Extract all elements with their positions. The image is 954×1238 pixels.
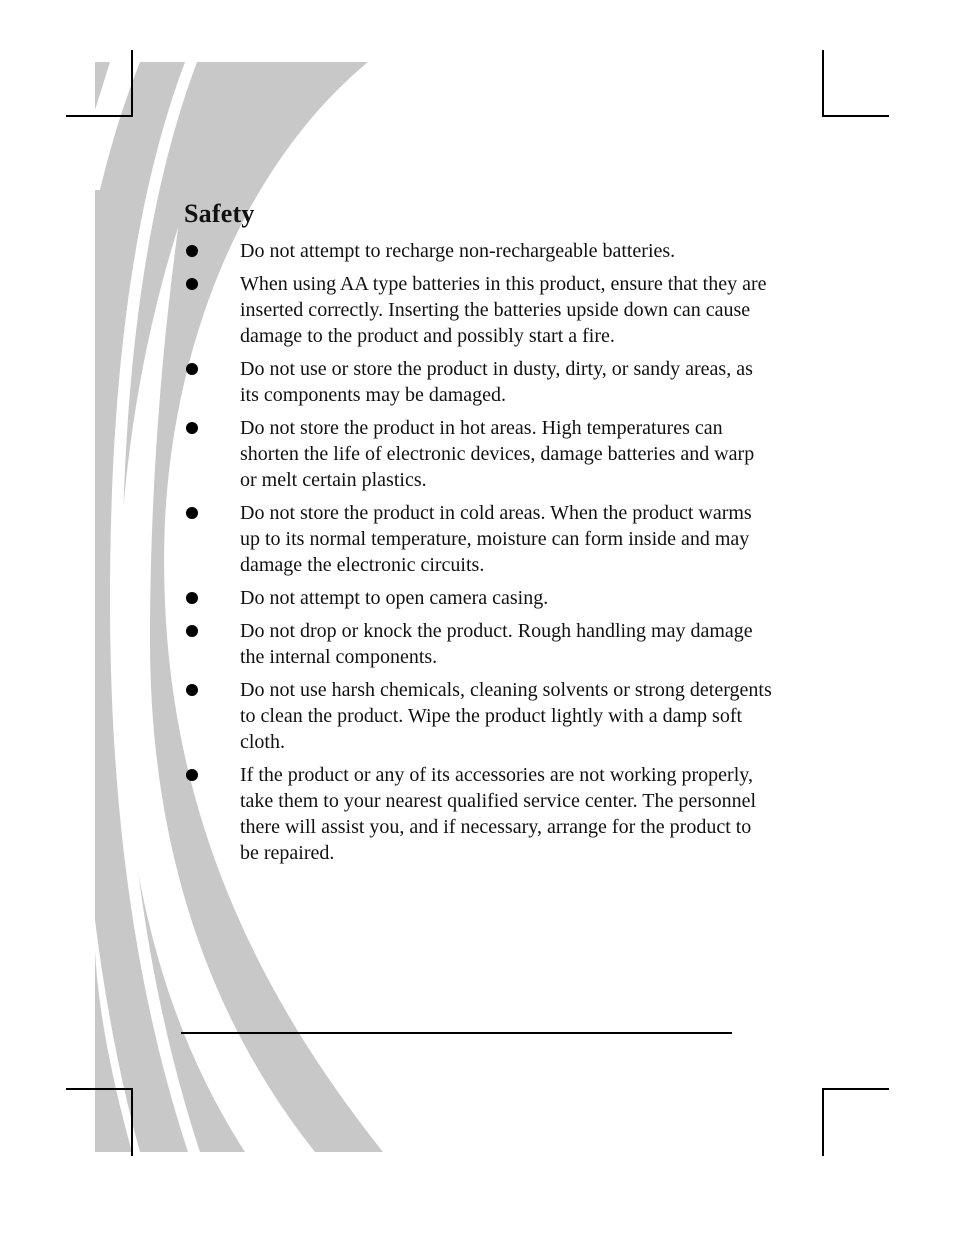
- bullet-text: If the product or any of its accessories are not working properly, take them to your nearest qualified service center. The personnel there will assist you, and if necessary, arrange for the product to be repaired.: [240, 764, 757, 864]
- bullet-icon: [186, 422, 198, 434]
- bullet-icon: [186, 507, 198, 519]
- safety-bullet-list: [184, 238, 774, 873]
- bullet-icon: [186, 245, 198, 257]
- bullet-item: [184, 271, 774, 349]
- bullet-icon: [186, 592, 198, 604]
- crop-mark-bottom-right-vertical: [822, 1088, 824, 1156]
- bullet-item: [184, 762, 774, 866]
- crop-mark-bottom-right-horizontal: [822, 1088, 889, 1090]
- bullet-text: Do not drop or knock the product. Rough handling may damage the internal components.: [240, 620, 753, 668]
- bullet-text: When using AA type batteries in this product, ensure that they are inserted correctly. Inserting the batteries upside down can cause damage to the product and possibly start a fire.: [240, 273, 767, 347]
- crop-mark-top-left-vertical: [131, 50, 133, 117]
- bullet-text: Do not store the product in cold areas. When the product warms up to its normal temperature, moisture can form inside and may damage the electronic circuits.: [240, 502, 752, 576]
- bullet-text: Do not use or store the product in dusty, dirty, or sandy areas, as its components may be damaged.: [240, 358, 753, 406]
- crop-mark-bottom-left-vertical: [131, 1088, 133, 1156]
- bullet-item: [184, 618, 774, 670]
- bullet-icon: [186, 363, 198, 375]
- bullet-item: [184, 238, 774, 264]
- bullet-item: [184, 677, 774, 755]
- bullet-icon: [186, 625, 198, 637]
- bullet-item: [184, 500, 774, 578]
- bullet-text: Do not use harsh chemicals, cleaning solvents or strong detergents to clean the product. Wipe the product lightly with a damp soft cloth.: [240, 679, 772, 753]
- footer-divider: [181, 1032, 732, 1034]
- bullet-text: Do not store the product in hot areas. High temperatures can shorten the life of electronic devices, damage batteries and warp or melt certain plastics.: [240, 417, 755, 491]
- bullet-item: [184, 585, 774, 611]
- bullet-icon: [186, 769, 198, 781]
- crop-mark-top-right-horizontal: [822, 115, 889, 117]
- bullet-item: [184, 356, 774, 408]
- bullet-icon: [186, 278, 198, 290]
- crop-mark-top-right-vertical: [822, 50, 824, 117]
- crop-mark-bottom-left-horizontal: [66, 1088, 133, 1090]
- bullet-icon: [186, 684, 198, 696]
- bullet-item: [184, 415, 774, 493]
- section-heading: Safety: [184, 199, 255, 228]
- bullet-text: Do not attempt to open camera casing.: [240, 587, 549, 609]
- crop-mark-top-left-horizontal: [66, 115, 133, 117]
- bullet-text: Do not attempt to recharge non-rechargeable batteries.: [240, 240, 676, 262]
